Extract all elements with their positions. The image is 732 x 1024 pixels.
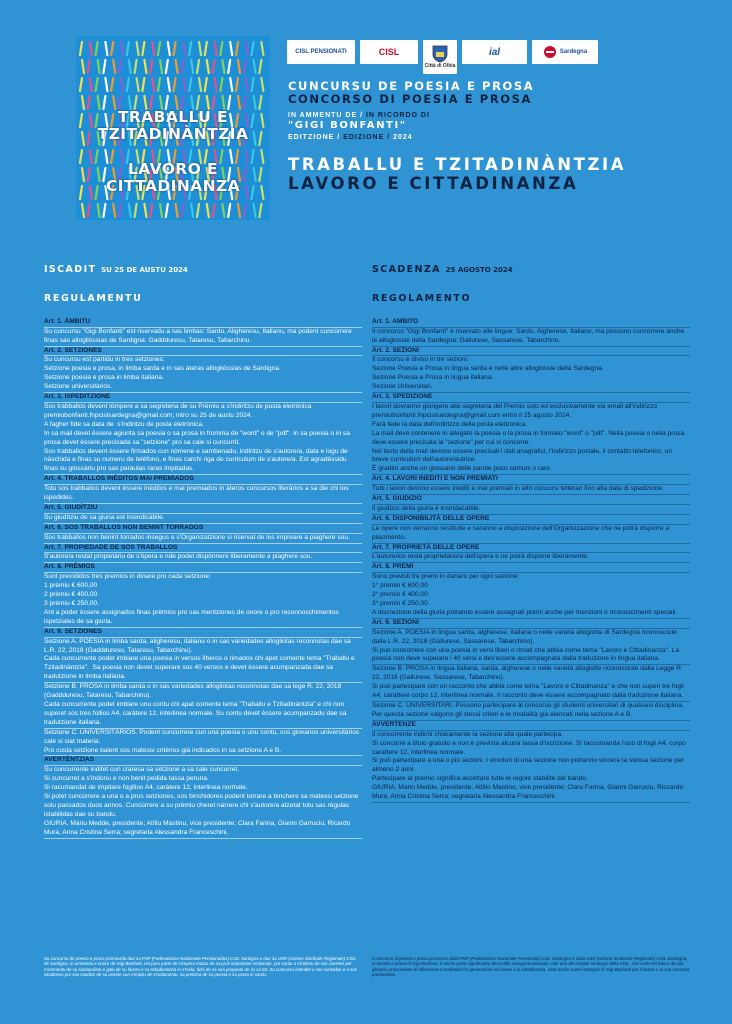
logo-line-4: CITTADINANZA xyxy=(105,177,241,195)
article-heading: Art. 7. PROPRIETÀ DELLE OPERE xyxy=(372,543,480,551)
stripe xyxy=(205,42,207,55)
stripe xyxy=(189,78,191,91)
stripe xyxy=(152,78,154,91)
stripe xyxy=(183,78,185,91)
logo-title-sardo xyxy=(76,109,270,143)
stripe xyxy=(213,204,215,217)
stripe xyxy=(160,60,162,73)
theme-italian: LAVORO E CITTADINANZA xyxy=(288,174,579,193)
stripe xyxy=(166,60,168,73)
article-text: Sos trabballos non benint torrados insegus e s'Organizatzione si riservat de los impreare a piaghere sou. xyxy=(44,533,350,541)
cisl-pensionati-logo: CISL PENSIONATI xyxy=(287,40,355,64)
article-heading: Art. 2. SEZIONI xyxy=(372,346,419,354)
stripe xyxy=(238,204,240,217)
stripe xyxy=(176,204,178,217)
theme-sardo: TRABALLU E TZITADINÀNTZIA xyxy=(288,155,627,174)
stripe xyxy=(174,42,176,55)
honoree-name: "GIGI BONFANTI" xyxy=(288,120,407,131)
deadline-italian xyxy=(372,266,690,275)
regulation-articles xyxy=(372,318,690,803)
article-text: Sos trabballos devent lòmpere a sa segreteria de su Prèmiu a s'indiritzu de posta eletrònica premiobonfanti.fnpcislsardegna@gmail.com; intro su 25 de austu 2024. A fagher fide sa data de s'indiritzu de posta eletrònica. In sa mail devet èssere agiunta sa poesia o sa prosa in fromma de "word" o de "pdf". In sa poesia o in sa prosa devet èssere precisada sa "setzione" pro sa cale si cuncurrit. Sos trabballos devent èssere firmados cun nòmene e sambenadu, indiritzu de s'autore/a, data e logu de nàschida e finas su numeru de telèfono, e finas carchi riga de curriculum de s'autore/a. Est agradèssidu finas su glossàriu pro sas paràulas raras impitadas. xyxy=(44,402,350,473)
regulation-sardo-column xyxy=(44,266,362,839)
stripe xyxy=(238,60,240,73)
article-text: Sezione A. POESIA in lingua sarda, algherese, italiana o nelle varietà alloglotte di Sardegna riconosciute dalla L.R. 22, 2018 (Gallurese, Sassarese, Tabarchino). Si può concorrere con una poesia in versi liberi o rimati che abbia come tema "Lavoro e Cittadinanza". La poesia non deve superare i 40 versi e dev'essere accompagnata dalla traduzione in lingua italiana. xyxy=(372,628,680,663)
article-heading: Art. 7. PROPIEDADE DE SOS TRABALLOS xyxy=(44,543,178,551)
article-text: Le opere non verranno restituite e saranno a disposizione dell'Organizzazione che ne potrà disporre a piacimento. xyxy=(372,524,671,541)
edition-year: 2024 xyxy=(393,134,413,141)
stripe xyxy=(244,96,246,109)
article-heading: Art. 3. ISPEDITZIONE xyxy=(44,393,111,401)
article-text: Su cuncursu est partidu in tres setziones: Setzione poesia e prosa, in limba sarda e in sas àteras allogliòssias de Sardigna. Setzione poesia e prosa in limba italiana. Setzione universitàrios. xyxy=(44,356,281,391)
sponsor-logos xyxy=(287,40,598,74)
stripe xyxy=(254,60,256,73)
stripe xyxy=(252,78,254,91)
stripe xyxy=(244,60,246,73)
cisl-logo: CISL xyxy=(360,40,418,64)
stripe xyxy=(236,78,238,91)
logo-line-1: TRABALLU E xyxy=(117,108,229,126)
stripe xyxy=(129,204,131,217)
article-text: Tutti i lavori devono essere inediti e mai premiati in altri concorsi letterari fino alla data di spedizione. xyxy=(372,485,664,493)
stripe xyxy=(191,60,193,73)
stripe xyxy=(197,204,199,217)
article-heading: Art. 1. ÀMBITU xyxy=(44,317,91,325)
article-text: Setzione A. POESIA in limba sarda, aligheresu, italianu o in sas variedades allogliotas reconnotas dae sa L.R. 22, 2018 (Gaddduresu, Tataresu, Tabarchinu). Cada cuncurrente podet imbiare una poesia in versos lìberos o rimados chi apet comente tema "Traballu e Tzitadinàntzia". Sa poesia non devet superare sos 40 versos e devet èssere acumpanzada dae sa tradutzione in limba italiana. xyxy=(44,637,355,681)
stripe xyxy=(88,204,90,217)
stripe xyxy=(103,96,105,109)
stripe xyxy=(82,60,84,73)
article-heading: AVVERTENZE xyxy=(372,720,416,728)
footnote-sardo: Su cuncursu de poesia e prosa promovidu dae sa FNP (Federatzione Natzionale Pensionados) CISL Sardigna e dae sa USR (Unione Sindicale Regionale) CISL de Sardigna, in ammentu e onore de Gigi Bonfanti, est puru parte de s'imperu matzu de sa prus importante sindacale, pro cantu a s'indonu de sos caentes per s'ammentu de su sindacalista e galu de su lavoro e sa tzitadinàntzia in s'Isola, fichi de sa sua proposta de sa su tot. Su cuncursu intendet a sos cuntados e a sos istudiosos pro sos istudios de sa unione cun s'impitu de s'isolamentu, sa pretzisa de sa poesia e sa prosa in sardu. xyxy=(44,956,357,978)
divider xyxy=(44,838,362,839)
article-text: Il concorrente indichi chiaramente la sezione alla quale partecipa. Si concorre a titolo gratuito e non è prevista alcuna tassa d'iscrizione. Si raccomanda l'uso di fogli A4, corpo carattere 12, interlinea normale. Si può partecipare a una o più sezioni. I vincitori di una sezione non potranno vincere la stessa sezione per almeno 2 anni. Partecipare al premio significa accettare tutte le regole stabilite dal bando. GIURIA. Mario Medde, presidente; Attilio Mastino, vice presidente; Clara Farina, Gianni Garruciu, Riccardo Mura, Anna Cristina Serra; segretaria Alessandra Franceschini. xyxy=(372,730,686,801)
sardegna-logo: Sardegna xyxy=(532,40,598,64)
stripe xyxy=(150,60,152,73)
in-memory-italian: IN RICORDO DI xyxy=(365,112,430,119)
stripe xyxy=(121,42,123,55)
stripe xyxy=(98,60,100,73)
logo-line-3: LAVORO E xyxy=(127,160,219,178)
stripe xyxy=(191,204,193,217)
stripe xyxy=(181,60,183,73)
stripe xyxy=(82,204,84,217)
stripe xyxy=(158,42,160,55)
in-memory-sardo: IN AMMENTU DE / xyxy=(288,112,364,119)
article-heading: Art. 9. SETZIONES xyxy=(44,627,102,635)
stripe xyxy=(121,78,123,91)
stripe xyxy=(166,204,168,217)
article-text: Su cuncursu "Gigi Bonfanti" est riservadu a sas limbas: Sardu, Aligheresu, Italianu, ma podent cuncùrrere finas sas allogliòssias de Sardigna: Gaddduresu, Tataresu, Tabarchinu. xyxy=(44,327,354,344)
stripe xyxy=(254,96,256,109)
stripe xyxy=(113,204,115,217)
stripe xyxy=(168,42,170,55)
stripe xyxy=(207,60,209,73)
stripe xyxy=(215,78,217,91)
article-text: Su cuncurrente inditet cun craresa sa setzione a sa cale cuncurret. Si cuncurret a s'indonu e non benit pedida tassa peruna. Si racumandat de impitare fogllios A4, caràtere 12, interlinea normale. Si potet cuncùrrere a una o a prus setziones, sos binchidores podent torrare a binchere sa matessi setzione solu passados duos annos. Cuncùrrere a su prèmiu cheret nàrrere chi s'autore/a atzetat totu sas règulas istabilidas dae su bandu. GIURIA. Màriu Medde, presidente; Atìliu Mastinu, vice presidente; Clara Farina, Gianni Garruciu, Ricardo Mura, Anna Cristina Serra; segretaria Alessandra Franceschini. xyxy=(44,766,359,836)
article-text: Setzione B. PROSA in limba sarda o in sas variedades allogliotas reconnotas dae sa lege R. 22, 2018 (Gaddduresu, Tataresu, Tabarchinu). Cada cuncurrente podet imbiare unu contu chi apat comente tema "Traballu e Tzitadinàntzia" e chi non superet sos tres follios A4, caràtere 12, interlinea normale. Su contu devet èssere acumpanzadu dae sa tradutzione italiana. xyxy=(44,683,347,726)
stripe xyxy=(80,42,82,55)
edition-italian: EDIZIONE / xyxy=(343,134,391,141)
article-text: Su giudìtziu de sa giuria est insindicàbile. xyxy=(44,513,165,521)
article-text: Sono previsti tre premi in danaro per ogni sezione: 1° premio € 600,00 2° premio € 400,00 3° premio € 250,00. A discrezione della giuria potranno essere assegnati premi anche per menzioni o riconoscimenti speciali. xyxy=(372,573,678,616)
stripe xyxy=(199,78,201,91)
article-heading: Art. 2. SETZIONES xyxy=(44,346,102,354)
article-heading: Art. 8. PRÈMIOS xyxy=(44,563,95,571)
logo-title-italian xyxy=(76,161,270,195)
article-text: Totu sos trabballos devent èssere inèditos e mai premiados in àteros cuncursos literàrios a sa die chi los ispedides. xyxy=(44,485,351,502)
stripe xyxy=(220,78,222,91)
article-heading: Art. 6. SOS TRABALLOS NON BENINT TORRADOS xyxy=(44,523,204,531)
header xyxy=(288,80,702,193)
stripe xyxy=(181,204,183,217)
stripe xyxy=(228,204,230,217)
stripe xyxy=(236,42,238,55)
article-heading: Art. 9. SEZIONI xyxy=(372,618,419,626)
stripe xyxy=(228,60,230,73)
article-heading: Art. 1. AMBITO xyxy=(372,317,419,325)
stripe xyxy=(127,78,129,91)
stripe xyxy=(144,204,146,217)
stripe xyxy=(150,204,152,217)
stripe xyxy=(238,96,240,109)
stripe xyxy=(168,78,170,91)
stripe xyxy=(230,78,232,91)
stripe xyxy=(205,78,207,91)
in-memory-line xyxy=(288,112,702,119)
stripe xyxy=(174,78,176,91)
title-sardo: CUNCURSU DE POESIA E PROSA xyxy=(288,79,535,93)
stripe xyxy=(129,60,131,73)
stripe xyxy=(259,60,261,73)
article-heading: Art. 4. TRABALLOS INÈDITOS MAI PREMIADOS xyxy=(44,475,194,483)
edition-line xyxy=(288,134,702,141)
logo-line-2: TZITADINÀNTZIA xyxy=(97,125,249,143)
stripe xyxy=(96,42,98,55)
olbia-city-logo: Città di Olbia xyxy=(423,40,457,74)
stripe xyxy=(98,204,100,217)
stripe xyxy=(246,78,248,91)
stripe xyxy=(230,42,232,55)
stripe xyxy=(259,96,261,109)
regulation-articles xyxy=(44,318,362,839)
article-heading: AVERTÈNTZIAS xyxy=(44,756,95,764)
stripe xyxy=(142,42,144,55)
stripe xyxy=(183,42,185,55)
article-heading: Art. 5. GIUDIZIO xyxy=(372,495,422,503)
article-text: Sezione B. PROSA in lingua italiana, sarda, algherese o nelle varietà alloglotte riconosciute dalla Legge R 22, 2018 (Gallurese, Sassarese, Tabarchino). Si può partecipare con un racconto che abbia come tema "Lavoro e Cittadinanza" e che non superi tre fogli A4, carattere corpo 12, interlinea normale. Il racconto deve essere accompagnato dalla traduzione italiana. xyxy=(372,665,684,700)
article-text: Sunt prevìdidos tres premios in dinare pro cada setzione: 1 prèmiu € 600,00 2 prèmiu € 400,00 3 prèmiu € 250,00. Ant a poder èssere assignados finas prèmios pro sas mentziones de onore o pro reconnoschimentos ispetziales de sa giuria. xyxy=(44,573,339,625)
stripe xyxy=(113,60,115,73)
stripe xyxy=(90,42,92,55)
event-logo xyxy=(76,36,270,220)
stripe xyxy=(189,42,191,55)
article-heading: Art. 8. PREMI xyxy=(372,563,414,571)
stripe xyxy=(137,78,139,91)
stripe xyxy=(213,60,215,73)
title-italian: CONCORSO DI POESIA E PROSA xyxy=(288,92,533,106)
stripe xyxy=(160,204,162,217)
stripe xyxy=(244,204,246,217)
theme-title xyxy=(288,155,702,193)
stripe xyxy=(220,42,222,55)
stripe xyxy=(96,78,98,91)
stripe xyxy=(105,42,107,55)
stripe xyxy=(259,204,261,217)
deadline-sardo xyxy=(44,266,362,275)
article-heading: Art. 3. SPEDIZIONE xyxy=(372,393,433,401)
article-heading: Art. 6. DISPONIBILITÀ DELLE OPERE xyxy=(372,514,490,522)
stripe xyxy=(228,96,230,109)
stripe xyxy=(215,42,217,55)
stripe xyxy=(82,96,84,109)
stripe xyxy=(207,204,209,217)
stripe xyxy=(176,60,178,73)
stripe xyxy=(103,204,105,217)
stripe xyxy=(137,42,139,55)
article-text: L'autore/ice resta proprietario/a dell'opera e ne potrà disporre liberamente. xyxy=(372,553,589,561)
article-text: Setzione C. UNIVERSITÀRIOS. Podent cuncùrrere cun una poesia o unu contu, sos giovanos universitàrios cale si siat materia. Pro custa setzione balent sos matessi critèrios già indicados in sa setzione A e B. xyxy=(44,728,360,754)
stripe xyxy=(88,96,90,109)
stripe xyxy=(119,204,121,217)
deadline-date: SU 25 DE AUSTU 2024 xyxy=(101,266,188,274)
stripe xyxy=(113,96,115,109)
footnote-italian: Il concorso di poesia e prosa promosso dalla FNP (Federazione Nazionale Pensionati) CISL Sardegna e dalla USR (Unione Sindacale Regionale) CISL Sardegna, in ricordo e onore di Gigi Bonfanti, è anche parte significativa del profilo intergenerazionale, cioè uno dei compiti strategici della CISL, che vede nel futuro dei più giovani un'occasione di riflessione e continuità fra generazioni sul lavoro e la cittadinanza, vista anche come impegno di Gigi Bonfanti per il lavoro e la sua concreta promozione. xyxy=(372,956,690,978)
article-text: S'autore/a restat propietàriu de s'òpera e nde podet dispònnere liberamente a piaghere sou. xyxy=(44,553,313,561)
stripe xyxy=(90,78,92,91)
stripe xyxy=(127,42,129,55)
stripe xyxy=(98,96,100,109)
article-text: I lavori dovranno giungere alla segreteria del Premio solo ed esclusivamente via email all'indirizzo premiobonfanti.fnpcislsardegna@gmail.com entro il 25 agosto 2024. Farà fede la data dell'indirizzo della posta elettronica. La mail deve contenere in allegato la poesia o la prosa in formato "word" o "pdf". Nella poesia o nella prosa deve essere precisata la "sezione" per cui si concorre. Nel testo della mail devono essere precisati i dati anagrafici, l'indirizzo postale, il contatto telefonico, un breve curriculum dell'autore/autrice. È gradito anche un glossario delle parole poco comuni o rare. xyxy=(372,402,685,473)
article-heading: Art. 4. LAVORI INEDITI E NON PREMIATI xyxy=(372,475,498,483)
stripe xyxy=(197,60,199,73)
stripe xyxy=(152,42,154,55)
ial-logo: ial xyxy=(462,40,527,64)
stripe xyxy=(222,204,224,217)
article-text: Il concorso "Gigi Bonfanti" è riservato alle lingue: Sardo, Algherese, Italiano, ma possono concorrere anche le alloglossie della Sardegna: Gallurese, Sassarese, Tabarchino. xyxy=(372,327,687,344)
stripe xyxy=(142,78,144,91)
stripe xyxy=(144,60,146,73)
regulation-title: REGOLAMENTO xyxy=(372,292,472,304)
stripe xyxy=(199,42,201,55)
deadline-date: 25 AGOSTO 2024 xyxy=(445,266,513,274)
article-text: Sezione C. UNIVERSITARI. Possono partecipare al concorso gli studenti universitari di qualsiasi disciplina. Per questa sezione valgono gli stessi criteri e le modalità già elencati nella sezione A e B. xyxy=(372,701,684,718)
sardegna-mark-icon xyxy=(543,45,557,59)
stripe xyxy=(222,60,224,73)
city-shield-icon xyxy=(432,45,448,63)
stripe xyxy=(80,78,82,91)
edition-sardo: EDITZIONE / xyxy=(288,134,341,141)
stripe xyxy=(261,78,263,91)
stripe xyxy=(135,60,137,73)
stripe xyxy=(252,42,254,55)
stripe xyxy=(158,78,160,91)
regulation-italian-column xyxy=(372,266,690,803)
article-text: Il giudizio della giuria è insindacabile. xyxy=(372,504,481,512)
deadline-label: SCADENZA xyxy=(372,264,441,275)
regulation-title: REGULAMENTU xyxy=(44,292,143,304)
stripe xyxy=(246,42,248,55)
stripe xyxy=(119,60,121,73)
stripe xyxy=(111,78,113,91)
divider xyxy=(372,802,690,803)
stripe xyxy=(135,204,137,217)
stripe xyxy=(105,78,107,91)
stripe xyxy=(254,204,256,217)
stripe xyxy=(261,42,263,55)
deadline-label: ISCADIT xyxy=(44,264,97,275)
stripe xyxy=(103,60,105,73)
stripe xyxy=(88,60,90,73)
stripe xyxy=(111,42,113,55)
article-text: Il concorso è diviso in tre sezioni. Sezione Poesia e Prosa in lingua sarda e nelle altre alloglossie della Sardegna. Sezione Poesia e Prosa in lingua italiana. Sezione Universitari. xyxy=(372,356,604,391)
article-heading: Art. 5. GIUDÌTZIU xyxy=(44,503,98,511)
